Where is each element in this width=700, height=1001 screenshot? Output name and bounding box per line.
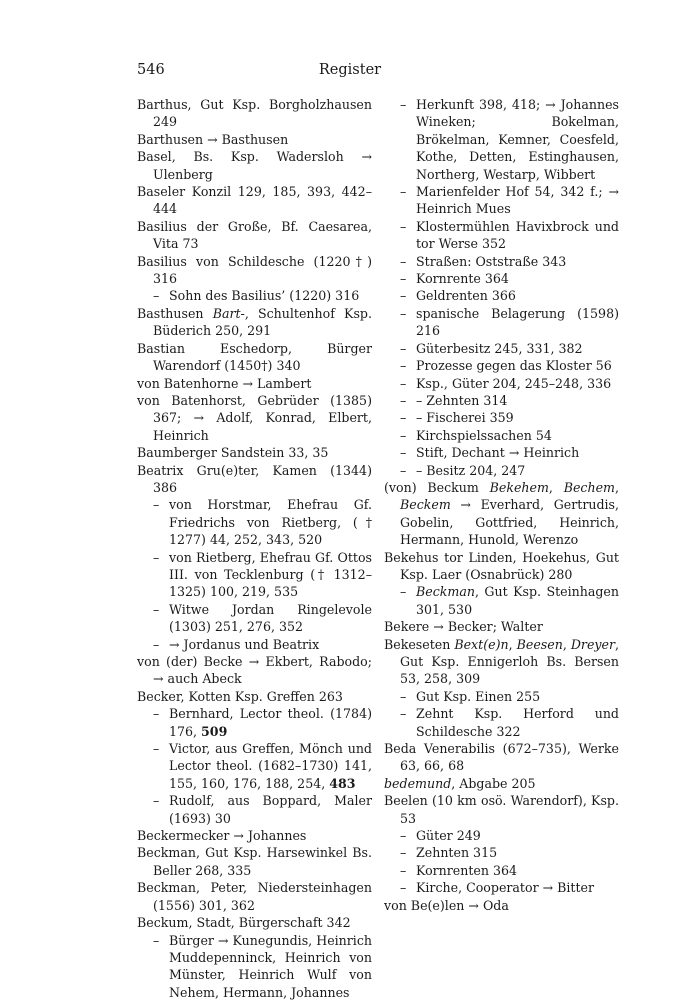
index-entry: Beckermecker → Johannes (137, 827, 372, 844)
index-entry: – Ksp., Güter 204, 245–248, 336 (384, 375, 619, 392)
index-entry: – spanische Belagerung (1598) 216 (384, 305, 619, 340)
index-entry: – Stift, Dechant → Heinrich (384, 444, 619, 461)
index-entry: – Marienfelder Hof 54, 342 f.; → Heinrich Mues (384, 183, 619, 218)
index-entry: – Kirchspielssachen 54 (384, 427, 619, 444)
index-entry: von Be(e)len → Oda (384, 897, 619, 914)
index-entry: – Rudolf, aus Boppard, Maler (1693) 30 (137, 792, 372, 827)
index-entry: – Witwe Jordan Ringelevole (1303) 251, 276, 352 (137, 601, 372, 636)
index-entry: – Bernhard, Lector theol. (1784) 176, 509 (137, 705, 372, 740)
index-entry: Bekeseten Bext(e)n, Beesen, Dreyer, Gut Ksp. Ennigerloh Bs. Bersen 53, 258, 309 (384, 636, 619, 688)
index-entry: Baseler Konzil 129, 185, 393, 442–444 (137, 183, 372, 218)
index-entry: – Klostermühlen Havixbrock und tor Werse 352 (384, 218, 619, 253)
index-entry: Basilius von Schildesche (1220†) 316 (137, 253, 372, 288)
page-number: 546 (137, 62, 165, 78)
index-entry: Beatrix Gru(e)ter, Kamen (1344) 386 (137, 462, 372, 497)
index-entry: – Gut Ksp. Einen 255 (384, 688, 619, 705)
index-entry: – Herkunft 398, 418; → Johannes Wineken; Bokelman, Brökelman, Kemner, Coesfeld, Kothe, Detten, Estinghausen, Northerg, Westarp, Wibbert (384, 96, 619, 183)
index-entry: Barthus, Gut Ksp. Borgholzhausen 249 (137, 96, 372, 131)
index-entry: Basel, Bs. Ksp. Wadersloh → Ulenberg (137, 148, 372, 183)
index-entry: – Sohn des Basilius’ (1220) 316 (137, 287, 372, 304)
index-entry: – → Jordanus und Beatrix (137, 636, 372, 653)
index-entry: – Beckman, Gut Ksp. Steinhagen 301, 530 (384, 583, 619, 618)
index-entry: – von Horstmar, Ehefrau Gf. Friedrichs von Rietberg, († 1277) 44, 252, 343, 520 (137, 496, 372, 548)
index-entry: – Geldrenten 366 (384, 287, 619, 304)
index-entry: – Prozesse gegen das Kloster 56 (384, 357, 619, 374)
index-entry: bedemund, Abgabe 205 (384, 775, 619, 792)
index-entry: – Zehnt Ksp. Herford und Schildesche 322 (384, 705, 619, 740)
index-column-left (137, 96, 372, 1001)
index-entry: – Güterbesitz 245, 331, 382 (384, 340, 619, 357)
index-entry: – – Besitz 204, 247 (384, 462, 619, 479)
index-entry: Becker, Kotten Ksp. Greffen 263 (137, 688, 372, 705)
index-entry: (von) Beckum Bekehem, Bechem, Beckem → Everhard, Gertrudis, Gobelin, Gottfried, Heinrich, Hermann, Hunold, Werenzo (384, 479, 619, 549)
index-entry: Beckum, Stadt, Bürgerschaft 342 (137, 914, 372, 931)
index-entry: Bekere → Becker; Walter (384, 618, 619, 635)
index-entry: Bastian Eschedorp, Bürger Warendorf (1450†) 340 (137, 340, 372, 375)
index-entry: – Bürger → Kunegundis, Heinrich Muddepenninck, Heinrich von Münster, Heinrich Wulf von Nehem, Hermann, Johannes (137, 932, 372, 1001)
index-entry: Beckman, Gut Ksp. Harsewinkel Bs. Beller 268, 335 (137, 844, 372, 879)
index-entry: Basilius der Große, Bf. Caesarea, Vita 73 (137, 218, 372, 253)
index-entry: – – Zehnten 314 (384, 392, 619, 409)
index-entry: von Batenhorne → Lambert (137, 375, 372, 392)
index-entry: – Kornrente 364 (384, 270, 619, 287)
running-head: Register (0, 62, 700, 78)
index-entry: – – Fischerei 359 (384, 409, 619, 426)
index-entry: – Victor, aus Greffen, Mönch und Lector theol. (1682–1730) 141, 155, 160, 176, 188, 254, 483 (137, 740, 372, 792)
index-entry: von (der) Becke → Ekbert, Rabodo; → auch Abeck (137, 653, 372, 688)
index-entry: – Zehnten 315 (384, 844, 619, 861)
index-entry: Beckman, Peter, Niedersteinhagen (1556) 301, 362 (137, 879, 372, 914)
index-entry: Basthusen Bart-, Schultenhof Ksp. Büderich 250, 291 (137, 305, 372, 340)
index-entry: – Kirche, Cooperator → Bitter (384, 879, 619, 896)
index-entry: Barthusen → Basthusen (137, 131, 372, 148)
index-entry: Beelen (10 km osö. Warendorf), Ksp. 53 (384, 792, 619, 827)
index-entry: – Kornrenten 364 (384, 862, 619, 879)
index-entry: – Straßen: Oststraße 343 (384, 253, 619, 270)
index-entry: Baumberger Sandstein 33, 35 (137, 444, 372, 461)
index-entry: – von Rietberg, Ehefrau Gf. Ottos III. von Tecklenburg († 1312–1325) 100, 219, 535 (137, 549, 372, 601)
index-column-right (384, 96, 619, 914)
index-entry: Beda Venerabilis (672–735), Werke 63, 66, 68 (384, 740, 619, 775)
index-entry: von Batenhorst, Gebrüder (1385) 367; → Adolf, Konrad, Elbert, Heinrich (137, 392, 372, 444)
index-entry: Bekehus tor Linden, Hoekehus, Gut Ksp. Laer (Osnabrück) 280 (384, 549, 619, 584)
index-entry: – Güter 249 (384, 827, 619, 844)
